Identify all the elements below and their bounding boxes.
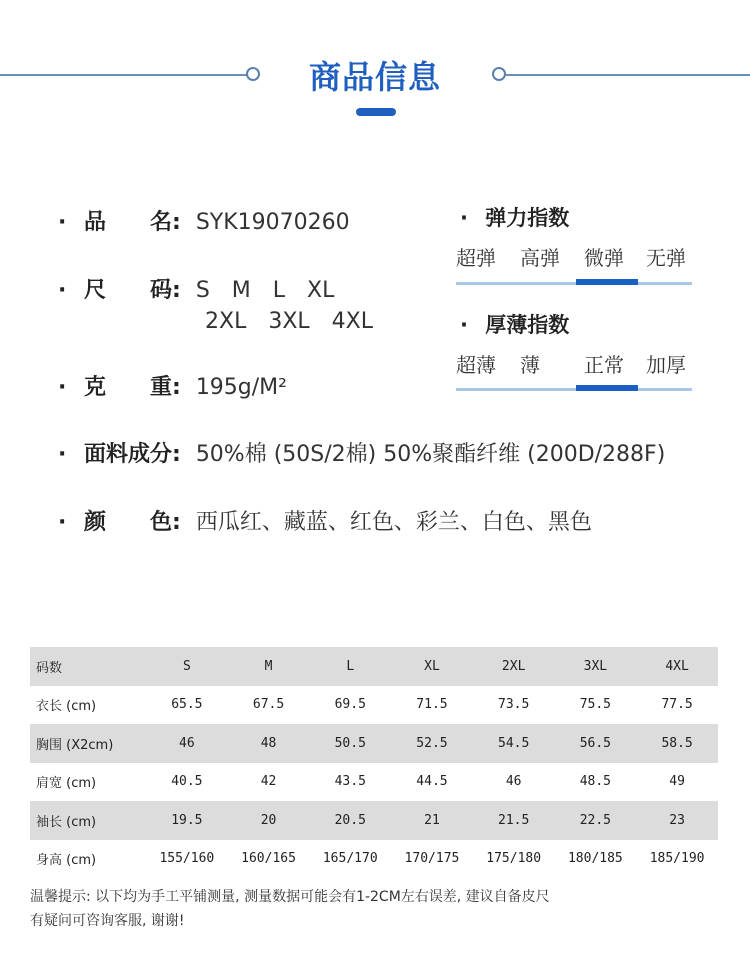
color-row — [58, 505, 592, 536]
header-line-right — [506, 74, 750, 76]
thickness-scale-indicator — [576, 385, 638, 391]
product-name-label: 品 名: — [84, 210, 181, 235]
table-cell: 23 — [636, 801, 718, 840]
weight-label: 克 重: — [84, 375, 181, 400]
table-cell: 75.5 — [579, 697, 612, 713]
table-cell: 46 — [146, 724, 228, 763]
table-header-cell: S — [146, 647, 228, 686]
product-name-row — [58, 205, 350, 236]
bullet: · — [58, 375, 67, 400]
elasticity-option-selected: 微弹 — [584, 246, 624, 270]
table-cell: 48 — [228, 724, 310, 763]
table-cell: 46 — [505, 774, 522, 790]
table-header-cell: M — [228, 647, 310, 686]
table-cell: 56.5 — [555, 724, 637, 763]
table-cell: 185/190 — [649, 851, 705, 867]
elasticity-title — [460, 202, 569, 232]
thickness-title-label: 厚薄指数 — [485, 313, 570, 337]
note-line-2: 有疑问可咨询客服, 谢谢! — [30, 913, 185, 929]
table-cell: 胸围 (X2cm) — [30, 724, 146, 763]
table-cell: 20.5 — [309, 801, 391, 840]
product-name-value: SYK19070260 — [195, 210, 350, 235]
thickness-title — [460, 309, 569, 339]
table-cell: 20 — [228, 801, 310, 840]
elasticity-scale-line — [456, 282, 692, 285]
bullet: · — [58, 210, 67, 235]
fabric-row — [58, 437, 665, 468]
thickness-option: 加厚 — [646, 353, 686, 377]
elasticity-scale-indicator — [576, 279, 638, 285]
table-cell: 19.5 — [146, 801, 228, 840]
table-cell: 77.5 — [661, 697, 693, 713]
note-line-1: 温馨提示: 以下均为手工平铺测量, 测量数据可能会有1-2CM左右误差, 建议自备皮尺 — [30, 889, 550, 905]
table-row — [30, 724, 718, 763]
table-header-cell: 3XL — [555, 647, 637, 686]
page-title: 商品信息 — [308, 58, 441, 96]
table-cell: 73.5 — [498, 697, 530, 713]
table-cell: 175/180 — [486, 851, 542, 867]
table-cell: 50.5 — [309, 724, 391, 763]
table-cell: 58.5 — [636, 724, 718, 763]
weight-row — [58, 370, 287, 401]
size-row-line2 — [205, 304, 373, 335]
table-cell: 肩宽 (cm) — [36, 776, 97, 792]
size-values-line2: 2XL 3XL 4XL — [205, 309, 373, 334]
size-values-line1: S M L XL — [195, 278, 335, 303]
bullet: · — [460, 206, 468, 230]
elasticity-title-label: 弹力指数 — [485, 206, 570, 230]
table-cell: 160/165 — [241, 851, 296, 867]
table-cell: 袖长 (cm) — [30, 801, 146, 840]
title-underline — [356, 108, 396, 116]
table-cell: 165/170 — [322, 851, 378, 867]
table-cell: 40.5 — [171, 774, 203, 790]
bullet: · — [58, 442, 67, 467]
header-circle-right — [492, 67, 506, 81]
weight-value: 195g/M² — [195, 375, 287, 400]
elasticity-option: 超弹 — [456, 246, 496, 270]
table-row — [30, 686, 718, 725]
table-row — [30, 801, 718, 840]
table-cell: 67.5 — [252, 697, 285, 713]
size-label: 尺 码: — [84, 278, 181, 303]
table-cell: 69.5 — [334, 697, 366, 713]
table-cell: 身高 (cm) — [36, 853, 97, 869]
table-cell: 48.5 — [579, 774, 612, 790]
table-cell: 44.5 — [416, 774, 448, 790]
table-cell: 21 — [391, 801, 473, 840]
table-cell: 49 — [669, 774, 685, 790]
table-row — [30, 763, 718, 802]
color-value: 西瓜红、藏蓝、红色、彩兰、白色、黑色 — [195, 510, 592, 535]
bullet: · — [58, 278, 67, 303]
bullet: · — [58, 510, 67, 535]
table-cell: 衣长 (cm) — [36, 699, 97, 715]
table-cell: 155/160 — [159, 851, 215, 867]
elasticity-option: 高弹 — [520, 246, 560, 270]
bullet: · — [460, 313, 468, 337]
table-header-cell: L — [309, 647, 391, 686]
table-cell: 43.5 — [334, 774, 366, 790]
thickness-option: 薄 — [520, 353, 540, 377]
table-row — [30, 840, 718, 879]
thickness-scale-line — [456, 388, 692, 391]
table-header-cell: 4XL — [636, 647, 718, 686]
table-header-cell: 2XL — [473, 647, 555, 686]
elasticity-option: 无弹 — [646, 246, 686, 270]
size-table — [30, 647, 718, 878]
table-cell: 180/185 — [567, 851, 623, 867]
color-label: 颜 色: — [84, 510, 181, 535]
thickness-option: 超薄 — [456, 353, 496, 377]
fabric-label: 面料成分: — [84, 442, 181, 467]
table-header-row — [30, 647, 718, 686]
table-cell: 170/175 — [404, 851, 460, 867]
table-cell: 22.5 — [555, 801, 637, 840]
table-cell: 71.5 — [416, 697, 448, 713]
table-header-cell: XL — [391, 647, 473, 686]
fabric-value: 50%棉 (50S/2棉) 50%聚酯纤维 (200D/288F) — [195, 442, 666, 467]
table-cell: 54.5 — [473, 724, 555, 763]
table-cell: 21.5 — [473, 801, 555, 840]
size-row — [58, 273, 334, 304]
table-cell: 42 — [260, 774, 277, 790]
table-cell: 52.5 — [391, 724, 473, 763]
table-cell: 65.5 — [171, 697, 203, 713]
thickness-option-selected: 正常 — [584, 353, 624, 377]
table-header-cell: 码数 — [30, 647, 146, 686]
